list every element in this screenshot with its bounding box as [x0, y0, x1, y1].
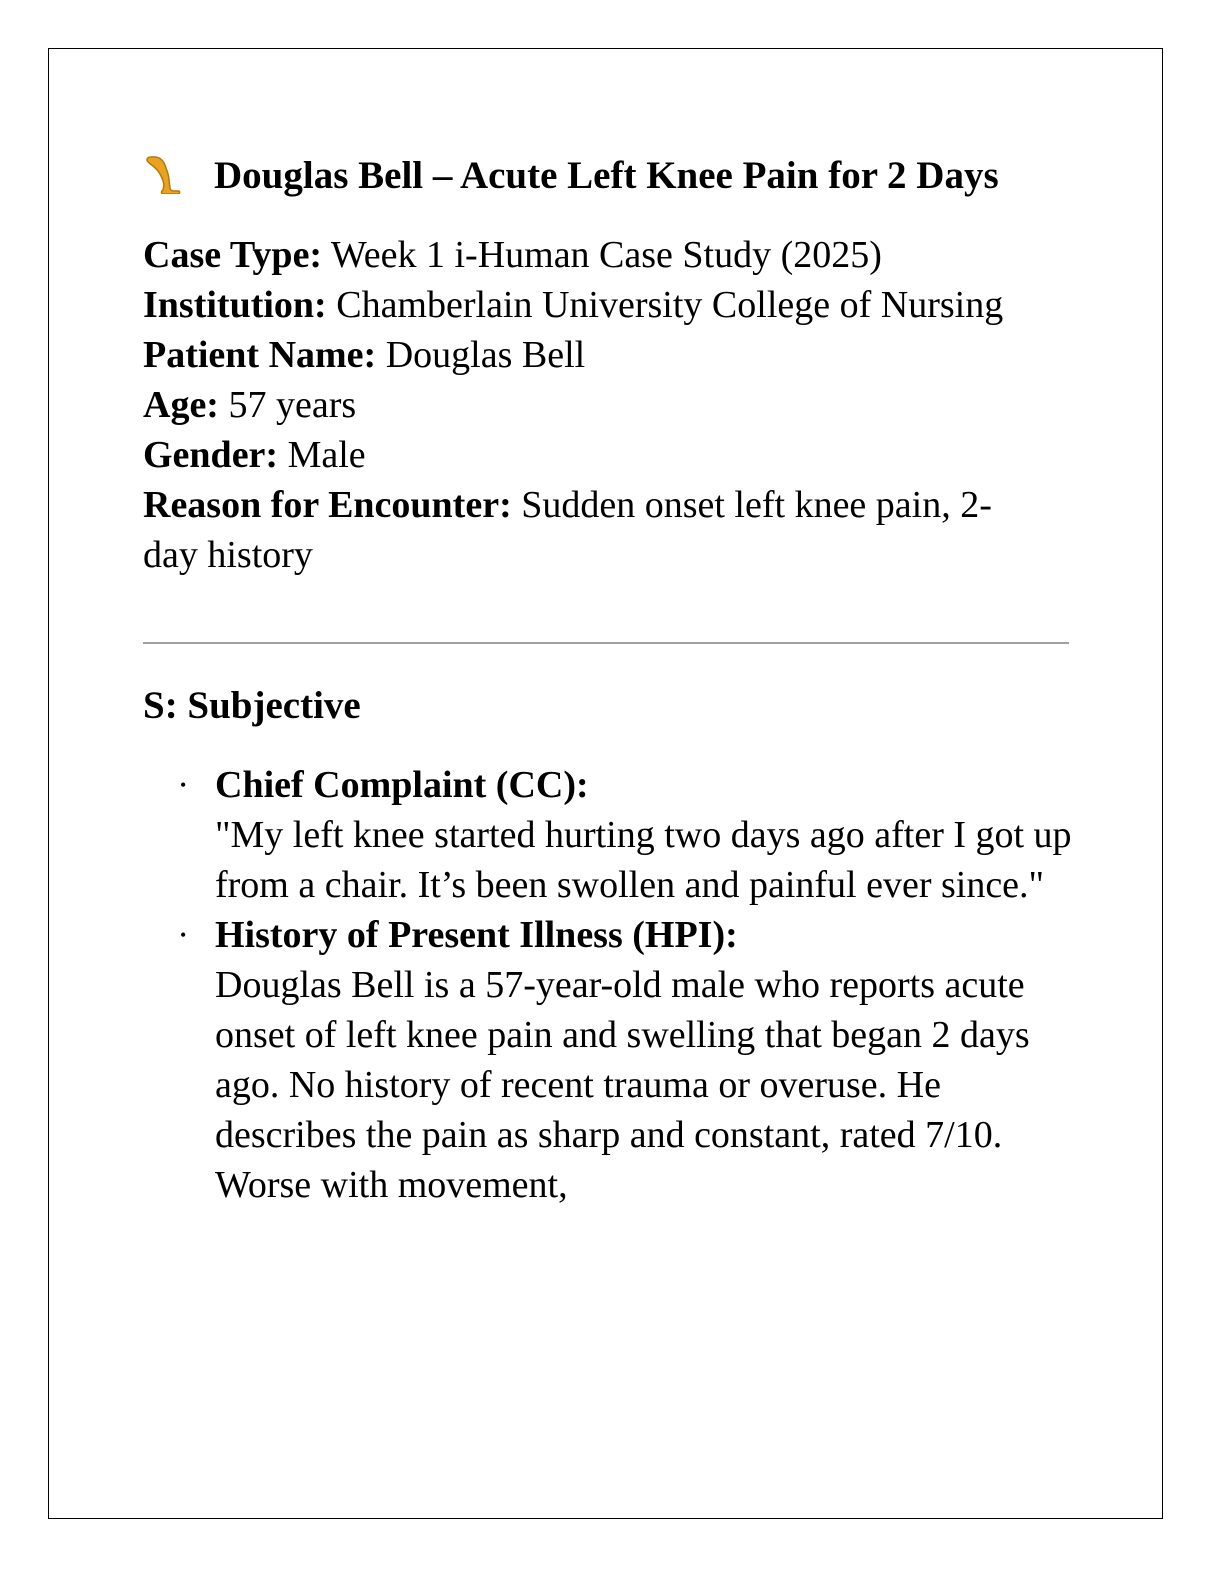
bullet-icon: • — [180, 775, 187, 795]
bullet-icon: • — [180, 925, 187, 945]
leg-icon — [143, 154, 185, 194]
meta-value: Douglas Bell — [385, 334, 586, 376]
title-text: Douglas Bell – Acute Left Knee Pain for 2 Days — [214, 154, 999, 197]
meta-key: Reason for Encounter: — [143, 484, 512, 526]
meta-key: Case Type: — [143, 234, 323, 276]
meta-value: 57 years — [228, 384, 357, 426]
meta-key: Institution: — [143, 284, 327, 326]
case-metadata — [143, 230, 1013, 580]
document-title — [143, 150, 1013, 202]
item-text: Douglas Bell is a 57-year-old male who reports acute onset of left knee pain and swelling that began 2 days ago. No history of recent trauma or overuse. He describes the pain as sharp and constant, rated 7/10. Worse with movement, — [215, 964, 1030, 1206]
meta-row-age — [143, 380, 1013, 430]
meta-key: Patient Name: — [143, 334, 377, 376]
item-label: Chief Complaint (CC): — [215, 764, 589, 806]
item-text: "My left knee started hurting two days ago after I got up from a chair. It’s been swollen and painful ever since." — [215, 814, 1072, 906]
meta-value: Week 1 i-Human Case Study (2025) — [330, 234, 882, 276]
meta-key: Gender: — [143, 434, 279, 476]
meta-row-case-type — [143, 230, 1013, 280]
meta-value: Chamberlain University College of Nursing — [336, 284, 1004, 326]
meta-row-patient-name — [143, 330, 1013, 380]
list-item-chief-complaint — [143, 760, 1075, 910]
meta-row-reason — [143, 480, 1013, 580]
section-heading-subjective: S: Subjective — [143, 684, 361, 727]
meta-row-gender — [143, 430, 1013, 480]
list-item-hpi — [143, 910, 1075, 1210]
meta-value: Male — [287, 434, 366, 476]
meta-value: Sudden onset left knee pain, 2-day history — [143, 484, 992, 576]
meta-key: Age: — [143, 384, 219, 426]
item-label: History of Present Illness (HPI): — [215, 914, 738, 956]
document-body — [143, 150, 1073, 1226]
subjective-list — [143, 760, 1073, 1210]
meta-row-institution — [143, 280, 1013, 330]
section-divider — [143, 642, 1069, 644]
